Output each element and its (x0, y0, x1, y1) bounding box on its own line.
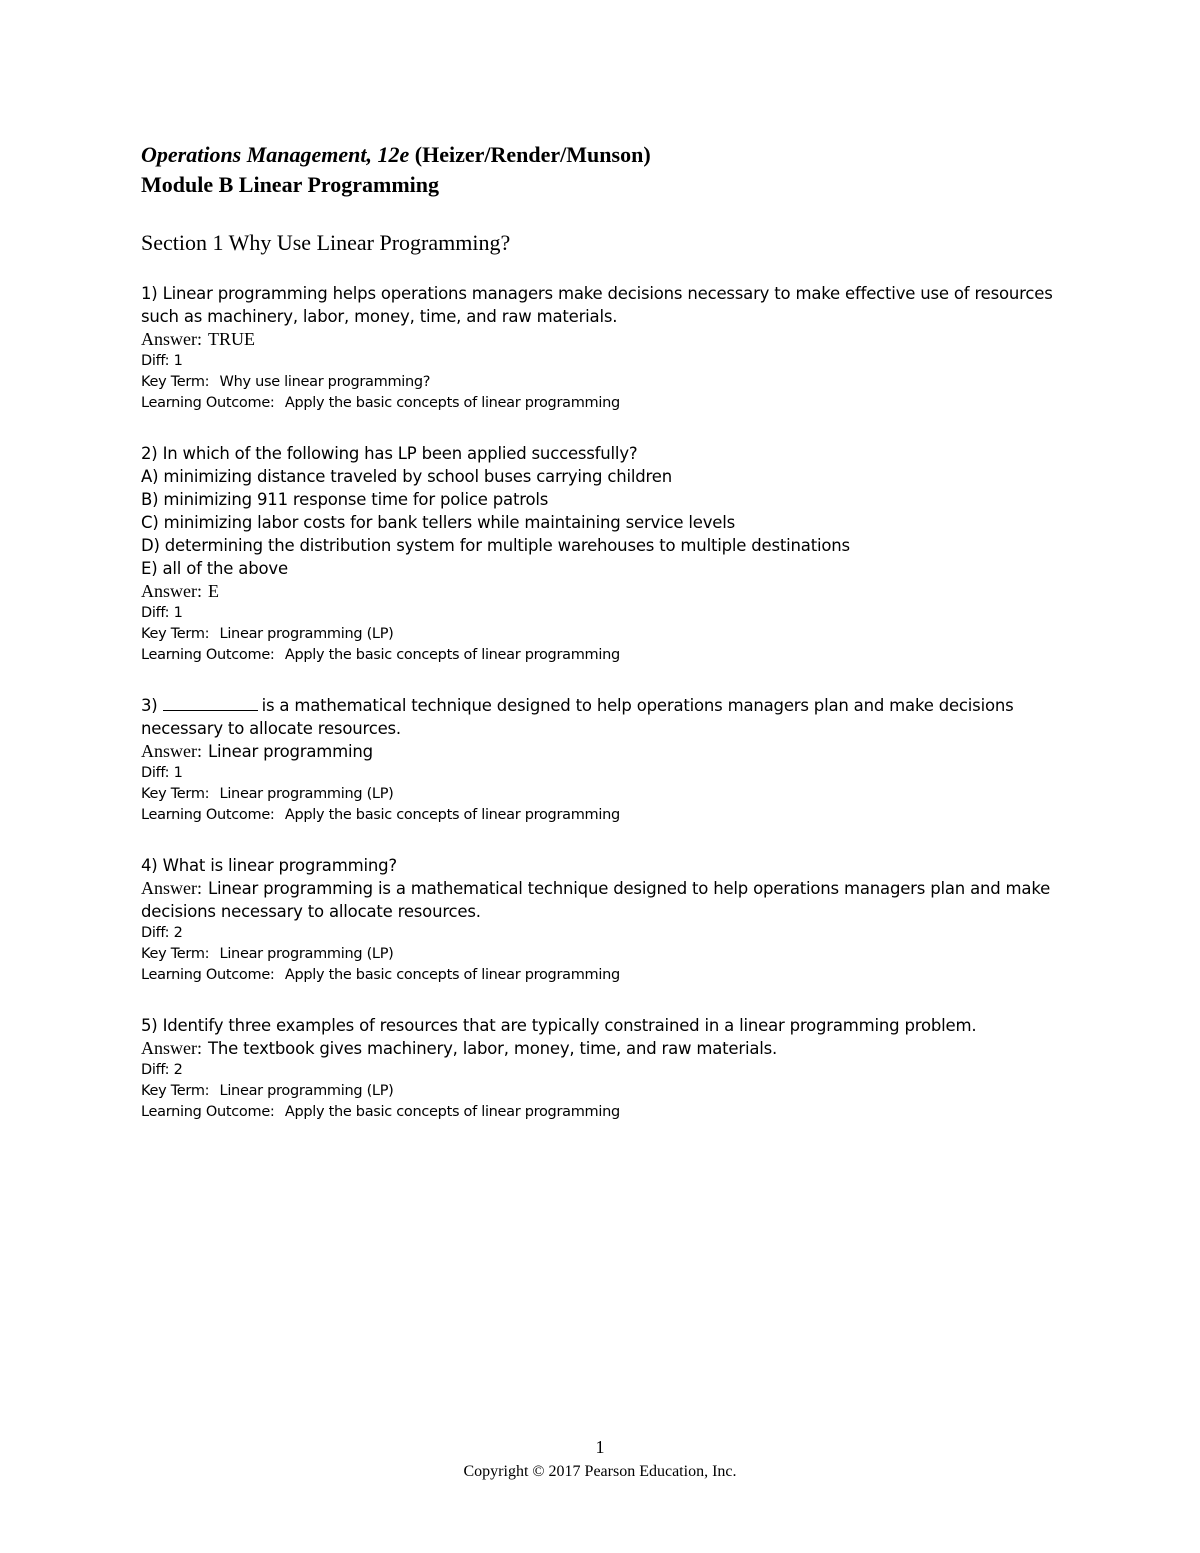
answer-value: The textbook gives machinery, labor, money, time, and raw materials. (208, 1039, 778, 1058)
key-term-label: Key Term: (141, 946, 210, 962)
question-4 (141, 854, 1061, 986)
difficulty-line (141, 603, 1061, 624)
document-title (141, 140, 1061, 170)
option-b: B) minimizing 911 response time for police patrols (141, 490, 549, 509)
answer-line (141, 328, 1061, 351)
diff-value: 1 (173, 353, 183, 369)
option-e: E) all of the above (141, 559, 288, 578)
key-term-line (141, 944, 1061, 965)
module-title: Module B Linear Programming (141, 172, 440, 197)
learning-outcome-line (141, 393, 1061, 414)
key-term-label: Key Term: (141, 374, 210, 390)
diff-label: Diff: (141, 925, 170, 941)
learning-outcome-value: Apply the basic concepts of linear programming (284, 1104, 620, 1120)
answer-value: TRUE (208, 329, 255, 349)
diff-label: Diff: (141, 353, 170, 369)
learning-outcome-label: Learning Outcome: (141, 647, 275, 663)
learning-outcome-line (141, 805, 1061, 826)
key-term-line (141, 1081, 1061, 1102)
learning-outcome-label: Learning Outcome: (141, 1104, 275, 1120)
learning-outcome-label: Learning Outcome: (141, 395, 275, 411)
answer-value: Linear programming is a mathematical technique designed to help operations managers plan and make decisions necessary to allocate resources. (141, 879, 1051, 921)
learning-outcome-value: Apply the basic concepts of linear programming (284, 647, 620, 663)
difficulty-line (141, 763, 1061, 784)
question-body: is a mathematical technique designed to help operations managers plan and make decisions necessary to allocate resources. (141, 696, 1014, 738)
answer-label: Answer: (141, 329, 202, 349)
question-text (141, 694, 1061, 740)
question-body: In which of the following has LP been applied successfully? (162, 444, 638, 463)
diff-label: Diff: (141, 765, 170, 781)
learning-outcome-line (141, 965, 1061, 986)
key-term-line (141, 372, 1061, 393)
learning-outcome-value: Apply the basic concepts of linear programming (284, 967, 620, 983)
difficulty-line (141, 923, 1061, 944)
diff-value: 1 (173, 605, 183, 621)
key-term-line (141, 624, 1061, 645)
fill-in-blank (163, 696, 258, 711)
diff-value: 1 (173, 765, 183, 781)
question-text (141, 442, 1061, 465)
learning-outcome-value: Apply the basic concepts of linear programming (284, 807, 620, 823)
difficulty-line (141, 1060, 1061, 1081)
answer-label: Answer: (141, 878, 202, 898)
answer-label: Answer: (141, 581, 202, 601)
answer-label: Answer: (141, 1038, 202, 1058)
answer-line (141, 740, 1061, 763)
key-term-value: Why use linear programming? (219, 374, 431, 390)
diff-label: Diff: (141, 1062, 170, 1078)
key-term-label: Key Term: (141, 626, 210, 642)
key-term-label: Key Term: (141, 1083, 210, 1099)
key-term-value: Linear programming (LP) (219, 946, 394, 962)
answer-line (141, 580, 1061, 603)
copyright-notice: Copyright © 2017 Pearson Education, Inc. (463, 1463, 737, 1480)
book-title: Operations Management, 12e (141, 142, 410, 167)
option-d: D) determining the distribution system for multiple warehouses to multiple destinations (141, 536, 850, 555)
key-term-value: Linear programming (LP) (219, 626, 394, 642)
answer-line (141, 1037, 1061, 1060)
key-term-line (141, 784, 1061, 805)
answer-value: E (208, 581, 219, 601)
key-term-label: Key Term: (141, 786, 210, 802)
page-content (141, 140, 1061, 1123)
question-number: 2) (141, 444, 158, 463)
learning-outcome-line (141, 645, 1061, 666)
question-body: Linear programming helps operations managers make decisions necessary to make effective use of resources such as machinery, labor, money, time, and raw materials. (141, 284, 1053, 326)
question-2 (141, 442, 1061, 666)
key-term-value: Linear programming (LP) (219, 786, 394, 802)
learning-outcome-value: Apply the basic concepts of linear programming (284, 395, 620, 411)
option-a: A) minimizing distance traveled by school buses carrying children (141, 467, 672, 486)
answer-value: Linear programming (208, 742, 373, 761)
answer-line (141, 877, 1061, 923)
question-5 (141, 1014, 1061, 1123)
learning-outcome-line (141, 1102, 1061, 1123)
question-3 (141, 694, 1061, 826)
book-authors: (Heizer/Render/Munson) (414, 142, 651, 167)
diff-value: 2 (173, 925, 183, 941)
question-number: 1) (141, 284, 158, 303)
question-1 (141, 282, 1061, 414)
diff-label: Diff: (141, 605, 170, 621)
question-body: What is linear programming? (162, 856, 397, 875)
key-term-value: Linear programming (LP) (219, 1083, 394, 1099)
question-text (141, 854, 1061, 877)
option-c: C) minimizing labor costs for bank tellers while maintaining service levels (141, 513, 735, 532)
learning-outcome-label: Learning Outcome: (141, 967, 275, 983)
page-number: 1 (595, 1437, 605, 1457)
question-number: 4) (141, 856, 158, 875)
question-text (141, 282, 1061, 328)
question-number: 3) (141, 696, 158, 715)
diff-value: 2 (173, 1062, 183, 1078)
answer-label: Answer: (141, 741, 202, 761)
question-number: 5) (141, 1016, 158, 1035)
difficulty-line (141, 351, 1061, 372)
section-heading: Section 1 Why Use Linear Programming? (141, 230, 511, 255)
question-body: Identify three examples of resources that are typically constrained in a linear programming problem. (162, 1016, 977, 1035)
learning-outcome-label: Learning Outcome: (141, 807, 275, 823)
question-text (141, 1014, 1061, 1037)
